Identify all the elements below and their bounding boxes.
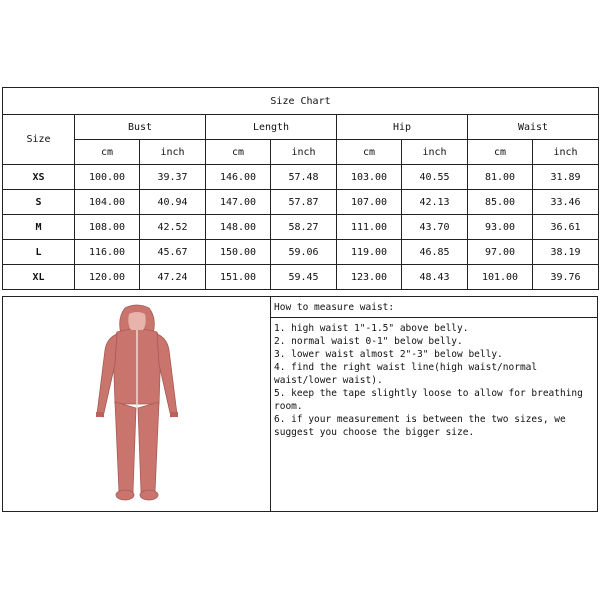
- measurement-cell: 111.00: [337, 215, 402, 240]
- size-label-cell: L: [3, 240, 75, 265]
- product-photo-panel: [3, 297, 271, 511]
- measurement-cell: 103.00: [337, 165, 402, 190]
- table-row: [3, 240, 599, 265]
- list-item: 3. lower waist almost 2"-3" below belly.: [274, 349, 503, 360]
- measure-section: [2, 296, 598, 512]
- unit-header-cell: inch: [533, 140, 599, 165]
- measurement-cell: 97.00: [468, 240, 533, 265]
- list-item: 1. high waist 1"-1.5" above belly.: [274, 323, 469, 334]
- measurement-cell: 123.00: [337, 265, 402, 290]
- list-item: 5. keep the tape slightly loose to allow for breathing room.: [274, 388, 583, 412]
- measurement-cell: 39.37: [140, 165, 206, 190]
- pink-hooded-onesie-image: [87, 304, 187, 504]
- measurement-cell: 59.45: [271, 265, 337, 290]
- measurement-cell: 48.43: [402, 265, 468, 290]
- group-header-hip: Hip: [337, 115, 468, 140]
- measurement-cell: 107.00: [337, 190, 402, 215]
- measurement-cell: 38.19: [533, 240, 599, 265]
- measurement-cell: 40.55: [402, 165, 468, 190]
- measurement-cell: 42.52: [140, 215, 206, 240]
- measurement-cell: 59.06: [271, 240, 337, 265]
- unit-header-cell: cm: [337, 140, 402, 165]
- measurement-cell: 104.00: [75, 190, 140, 215]
- table-row: [3, 265, 599, 290]
- measurement-cell: 147.00: [206, 190, 271, 215]
- unit-header-cell: cm: [468, 140, 533, 165]
- unit-header-cell: cm: [206, 140, 271, 165]
- measurement-cell: 43.70: [402, 215, 468, 240]
- measurement-cell: 150.00: [206, 240, 271, 265]
- unit-header-cell: inch: [140, 140, 206, 165]
- group-header-length: Length: [206, 115, 337, 140]
- measurement-cell: 33.46: [533, 190, 599, 215]
- measurement-cell: 57.87: [271, 190, 337, 215]
- measurement-cell: 119.00: [337, 240, 402, 265]
- measurement-cell: 85.00: [468, 190, 533, 215]
- table-row: [3, 165, 599, 190]
- size-column-header: Size: [3, 115, 75, 165]
- measure-instructions-list: [271, 318, 597, 439]
- measurement-cell: 93.00: [468, 215, 533, 240]
- measurement-cell: 40.94: [140, 190, 206, 215]
- size-label-cell: M: [3, 215, 75, 240]
- unit-header-cell: inch: [402, 140, 468, 165]
- measurement-cell: 58.27: [271, 215, 337, 240]
- size-label-cell: S: [3, 190, 75, 215]
- measurement-cell: 81.00: [468, 165, 533, 190]
- table-row: [3, 215, 599, 240]
- size-label-cell: XL: [3, 265, 75, 290]
- size-label-cell: XS: [3, 165, 75, 190]
- measurement-cell: 108.00: [75, 215, 140, 240]
- measure-instructions-panel: [271, 297, 597, 511]
- group-header-waist: Waist: [468, 115, 599, 140]
- measurement-cell: 120.00: [75, 265, 140, 290]
- measurement-cell: 31.89: [533, 165, 599, 190]
- measurement-cell: 39.76: [533, 265, 599, 290]
- measure-title: How to measure waist:: [271, 297, 597, 318]
- measurement-cell: 116.00: [75, 240, 140, 265]
- size-chart-body: [3, 165, 599, 290]
- measurement-cell: 151.00: [206, 265, 271, 290]
- list-item: 2. normal waist 0-1" below belly.: [274, 336, 463, 347]
- measurement-cell: 47.24: [140, 265, 206, 290]
- size-chart-table: [2, 87, 599, 290]
- measurement-cell: 42.13: [402, 190, 468, 215]
- size-chart-title: Size Chart: [3, 88, 599, 115]
- measurement-cell: 45.67: [140, 240, 206, 265]
- measurement-cell: 146.00: [206, 165, 271, 190]
- list-item: 6. if your measurement is between the two sizes, we suggest you choose the bigger size.: [274, 414, 566, 438]
- measurement-cell: 57.48: [271, 165, 337, 190]
- unit-header-row: [3, 140, 599, 165]
- list-item: 4. find the right waist line(high waist/normal waist/lower waist).: [274, 362, 538, 386]
- measurement-cell: 101.00: [468, 265, 533, 290]
- measurement-cell: 36.61: [533, 215, 599, 240]
- measurement-cell: 46.85: [402, 240, 468, 265]
- measurement-cell: 100.00: [75, 165, 140, 190]
- measurement-cell: 148.00: [206, 215, 271, 240]
- table-row: [3, 190, 599, 215]
- unit-header-cell: cm: [75, 140, 140, 165]
- unit-header-cell: inch: [271, 140, 337, 165]
- group-header-bust: Bust: [75, 115, 206, 140]
